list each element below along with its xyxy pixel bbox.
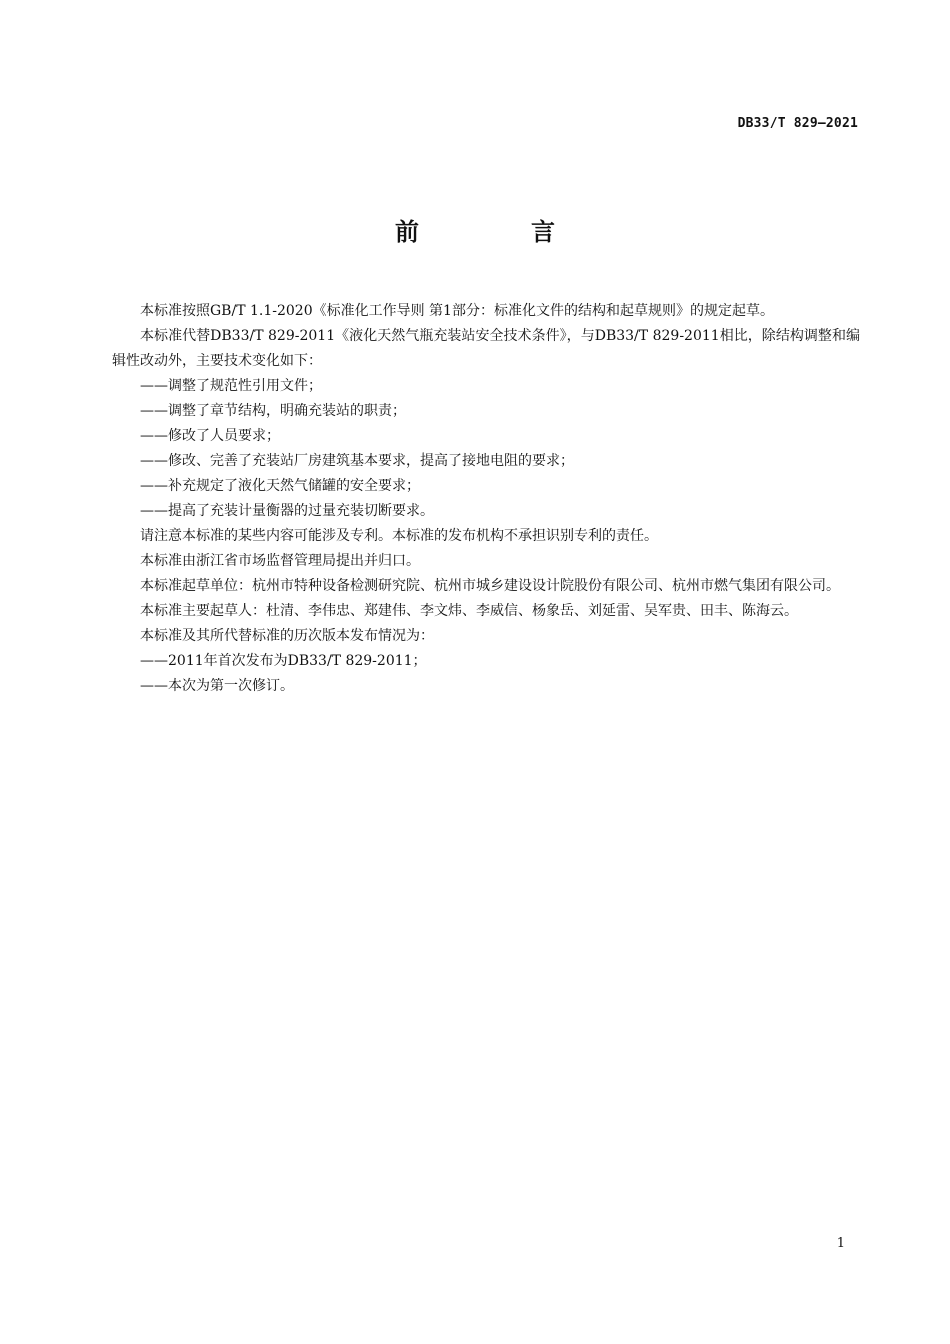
- list-item: ——调整了章节结构，明确充装站的职责；: [140, 403, 406, 419]
- paragraph: 本标准起草单位：杭州市特种设备检测研究院、杭州市城乡建设设计院股份有限公司、杭州市燃气集团有限公司。: [140, 578, 840, 594]
- page-number: 1: [836, 1236, 845, 1251]
- list-item: ——补充规定了液化天然气储罐的安全要求；: [140, 478, 420, 494]
- paragraph: 本标准主要起草人：杜清、李伟忠、郑建伟、李文炜、李威信、杨象岳、刘延雷、吴军贵、田丰、陈海云。: [140, 603, 798, 619]
- paragraph: 本标准按照GB/T 1.1-2020《标准化工作导则 第1部分：标准化文件的结构和起草规则》的规定起草。: [140, 303, 774, 319]
- paragraph: 本标准由浙江省市场监督管理局提出并归口。: [140, 553, 420, 569]
- document-code: DB33/T 829—2021: [737, 116, 858, 131]
- list-item: ——调整了规范性引用文件；: [140, 378, 322, 394]
- list-item: ——提高了充装计量衡器的过量充装切断要求。: [140, 503, 434, 519]
- paragraph: 本标准代替DB33/T 829-2011《液化天然气瓶充装站安全技术条件》，与DB33/T 829-2011相比，除结构调整和编辑性改动外，主要技术变化如下：: [112, 328, 860, 369]
- paragraph: 本标准及其所代替标准的历次版本发布情况为：: [140, 628, 434, 644]
- paragraph: 请注意本标准的某些内容可能涉及专利。本标准的发布机构不承担识别专利的责任。: [140, 528, 658, 544]
- list-item: ——本次为第一次修订。: [140, 678, 294, 694]
- list-item: ——2011年首次发布为DB33/T 829-2011；: [140, 653, 427, 669]
- page-title: 前 言: [395, 218, 599, 246]
- foreword-body: [112, 299, 860, 699]
- list-item: ——修改、完善了充装站厂房建筑基本要求，提高了接地电阻的要求；: [140, 453, 574, 469]
- list-item: ——修改了人员要求；: [140, 428, 280, 444]
